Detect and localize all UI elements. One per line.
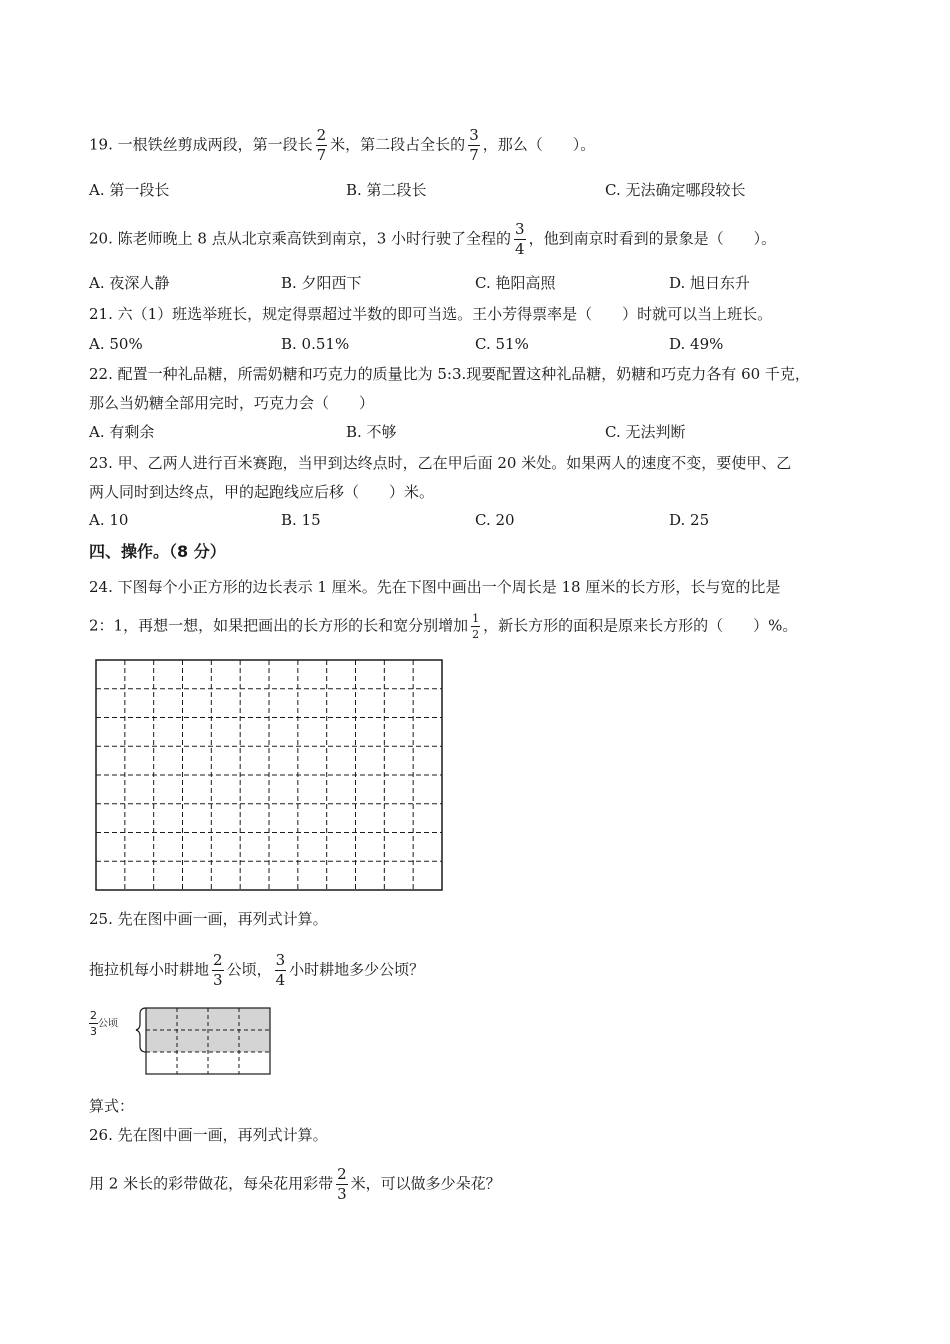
q19-option-b[interactable]: B. 第二段长 <box>346 181 427 199</box>
q24-stem-line2: 2：1，再想一想，如果把画出的长方形的长和宽分别增加 $\frac{1}{2}$ ，新长方形的面积是原来长方形的（ ）%。 <box>89 612 798 641</box>
q21-option-d[interactable]: D. 49% <box>669 335 724 353</box>
q22-option-b[interactable]: B. 不够 <box>346 423 397 441</box>
q19-stem-text: 19. 一根铁丝剪成两段，第一段长 <box>89 135 313 154</box>
q22-stem-line2: 那么当奶糖全部用完时，巧克力会（ ） <box>89 394 375 412</box>
dashed-square-grid[interactable] <box>95 659 443 891</box>
fraction-3-4: $\frac{3}{4}$ <box>275 951 286 989</box>
q21-stem: 21. 六（1）班选举班长，规定得票超过半数的即可当选。王小芳得票率是（ ）时就可以当上班长。 <box>89 305 773 323</box>
fraction-2-3: $\frac{2}{3}$ <box>213 951 223 989</box>
q23-option-d[interactable]: D. 25 <box>669 511 710 529</box>
q19-option-c[interactable]: C. 无法确定哪段较长 <box>605 181 746 199</box>
q21-option-a[interactable]: A. 50% <box>89 335 143 353</box>
q25-title: 25. 先在图中画一画，再列式计算。 <box>89 910 328 928</box>
q25-answer-label: 算式： <box>89 1097 135 1115</box>
fraction-2-7: $\frac{2}{7}$ <box>316 126 327 164</box>
q26-title: 26. 先在图中画一画，再列式计算。 <box>89 1126 328 1144</box>
fraction-2-3: $\frac{2}{3}$ <box>337 1165 347 1203</box>
q23-stem-line2: 两人同时到达终点，甲的起跑线应后移（ ）米。 <box>89 483 435 501</box>
q20-option-b[interactable]: B. 夕阳西下 <box>281 274 362 292</box>
q19-stem-mid: 米，第二段占全长的 <box>330 135 466 154</box>
q23-option-b[interactable]: B. 15 <box>281 511 321 529</box>
q20-stem-end: ，他到南京时看到的景象是（ ）。 <box>528 229 777 248</box>
q19-option-a[interactable]: A. 第一段长 <box>89 181 170 199</box>
q25-stem: 拖拉机每小时耕地 $\frac{2}{3}$ 公顷， $\frac{3}{4}$ 小时耕地多少公顷？ <box>89 951 425 989</box>
q23-option-c[interactable]: C. 20 <box>475 511 515 529</box>
q22-stem-line1: 22. 配置一种礼品糖，所需奶糖和巧克力的质量比为 5:3.现要配置这种礼品糖，奶糖和巧克力各有 60 千克， <box>89 365 810 383</box>
fraction-3-4: $\frac{3}{4}$ <box>515 220 525 258</box>
q21-option-b[interactable]: B. 0.51% <box>281 335 350 353</box>
q20-stem <box>89 222 776 257</box>
q19-stem <box>89 128 595 163</box>
diagram-hectare-label: $\frac{2}{3}$ 公顷 <box>90 1009 118 1038</box>
fraction-3-7: $\frac{3}{7}$ <box>469 126 479 164</box>
q23-option-a[interactable]: A. 10 <box>89 511 129 529</box>
section-heading: 四、操作。（8 分） <box>89 542 226 561</box>
q24-stem-line1: 24. 下图每个小正方形的边长表示 1 厘米。先在下图中画出一个周长是 18 厘米的长方形，长与宽的比是 <box>89 578 781 596</box>
tractor-area-diagram[interactable] <box>145 1006 273 1076</box>
q20-option-c[interactable]: C. 艳阳高照 <box>475 274 556 292</box>
q21-option-c[interactable]: C. 51% <box>475 335 529 353</box>
q19-stem-end: ，那么（ ）。 <box>482 135 596 154</box>
q26-stem: 用 2 米长的彩带做花，每朵花用彩带 $\frac{2}{3}$ 米，可以做多少朵花？ <box>89 1165 501 1203</box>
q20-option-d[interactable]: D. 旭日东升 <box>669 274 751 292</box>
q23-stem-line1: 23. 甲、乙两人进行百米赛跑，当甲到达终点时，乙在甲后面 20 米处。如果两人的速度不变，要使甲、乙 <box>89 454 792 472</box>
q22-option-a[interactable]: A. 有剩余 <box>89 423 155 441</box>
fraction-1-2: $\frac{1}{2}$ <box>472 612 480 641</box>
q22-option-c[interactable]: C. 无法判断 <box>605 423 686 441</box>
q20-stem-text: 20. 陈老师晚上 8 点从北京乘高铁到南京，3 小时行驶了全程的 <box>89 229 512 248</box>
q20-option-a[interactable]: A. 夜深人静 <box>89 274 170 292</box>
